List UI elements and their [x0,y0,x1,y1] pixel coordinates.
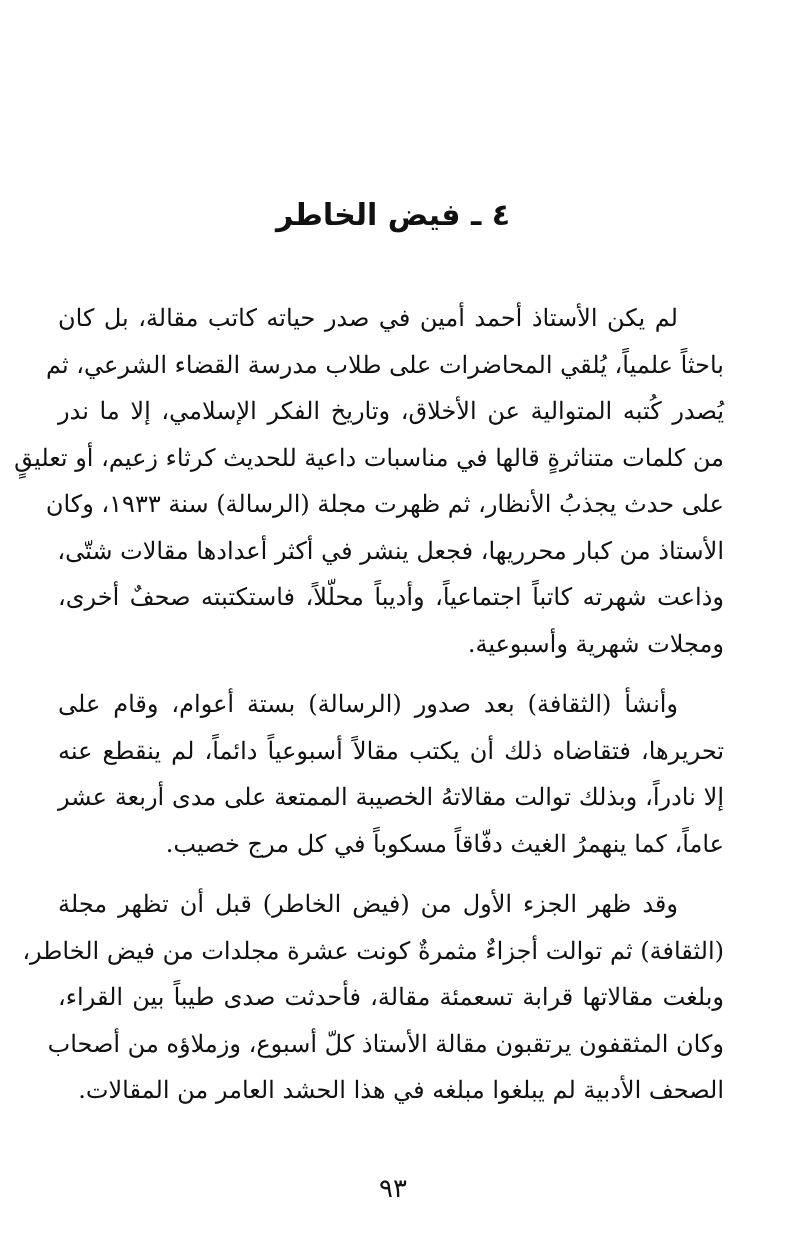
text-line: عاماً، كما ينهمرُ الغيث دفّاقاً مسكوباً في كل مرج خصيب. [165,829,724,858]
text-line: الصحف الأدبية لم يبلغوا مبلغه في هذا الحشد العامر من المقالات. [78,1076,724,1104]
text-line: وذاعت شهرته كاتباً اجتماعياً، وأديباً محلّلاً، فاستكتبته صحفٌ أخرى، [58,583,724,611]
text-line: تحريرها، فتقاضاه ذلك أن يكتب مقالاً أسبوعياً دائماً، لم ينقطع عنه [58,736,724,765]
text-line: على حدث يجذبُ الأنظار، ثم ظهرت مجلة (الرسالة) سنة ١٩٣٣، وكان [45,490,724,518]
text-line: ومجلات شهرية وأسبوعية. [467,629,724,658]
text-line: (الثقافة) ثم توالت أجزاءٌ مثمرةٌ كونت عشرة مجلدات من فيض الخاطر، [22,936,724,965]
text-line: وقد ظهر الجزء الأول من (فيض الخاطر) قبل أن تظهر مجلة [58,890,678,918]
text-line: يُصدر كُتبه المتوالية عن الأخلاق، وتاريخ الفكر الإسلامي، إلا ما ندر [58,397,724,425]
paragraph-2 [58,681,724,867]
body-text [14,295,724,1128]
text-line: وأنشأ (الثقافة) بعد صدور (الرسالة) بستة أعوام، وقام على [58,690,678,718]
text-line: وبلغت مقالاتها قرابة تسعمئة مقالة، فأحدثت صدى طيباً بين القراء، [58,983,724,1011]
text-line: باحثاً علمياً، يُلقي المحاضرات على طلاب مدرسة القضاء الشرعي، ثم [46,350,724,379]
page-number: ٩٣ [379,1174,407,1204]
text-line: من كلمات متناثرةٍ قالها في مناسبات داعية للحديث كرثاء زعيم، أو تعليقٍ [14,443,724,472]
text-line: لم يكن الأستاذ أحمد أمين في صدر حياته كاتب مقالة، بل كان [58,304,678,332]
text-line: الأستاذ من كبار محرريها، فجعل ينشر في أكثر أعدادها مقالات شتّى، [57,536,724,565]
chapter-title: ٤ ـ فيض الخاطر [275,198,511,233]
paragraph-3 [22,881,724,1114]
text-line: إلا نادراً، وبذلك توالت مقالاتهُ الخصيبة الممتعة على مدى أربعة عشر [58,783,724,811]
paragraph-1 [14,295,724,667]
text-line: وكان المثقفون يرتقبون مقالة الأستاذ كلّ أسبوع، وزملاؤه من أصحاب [47,1029,724,1058]
